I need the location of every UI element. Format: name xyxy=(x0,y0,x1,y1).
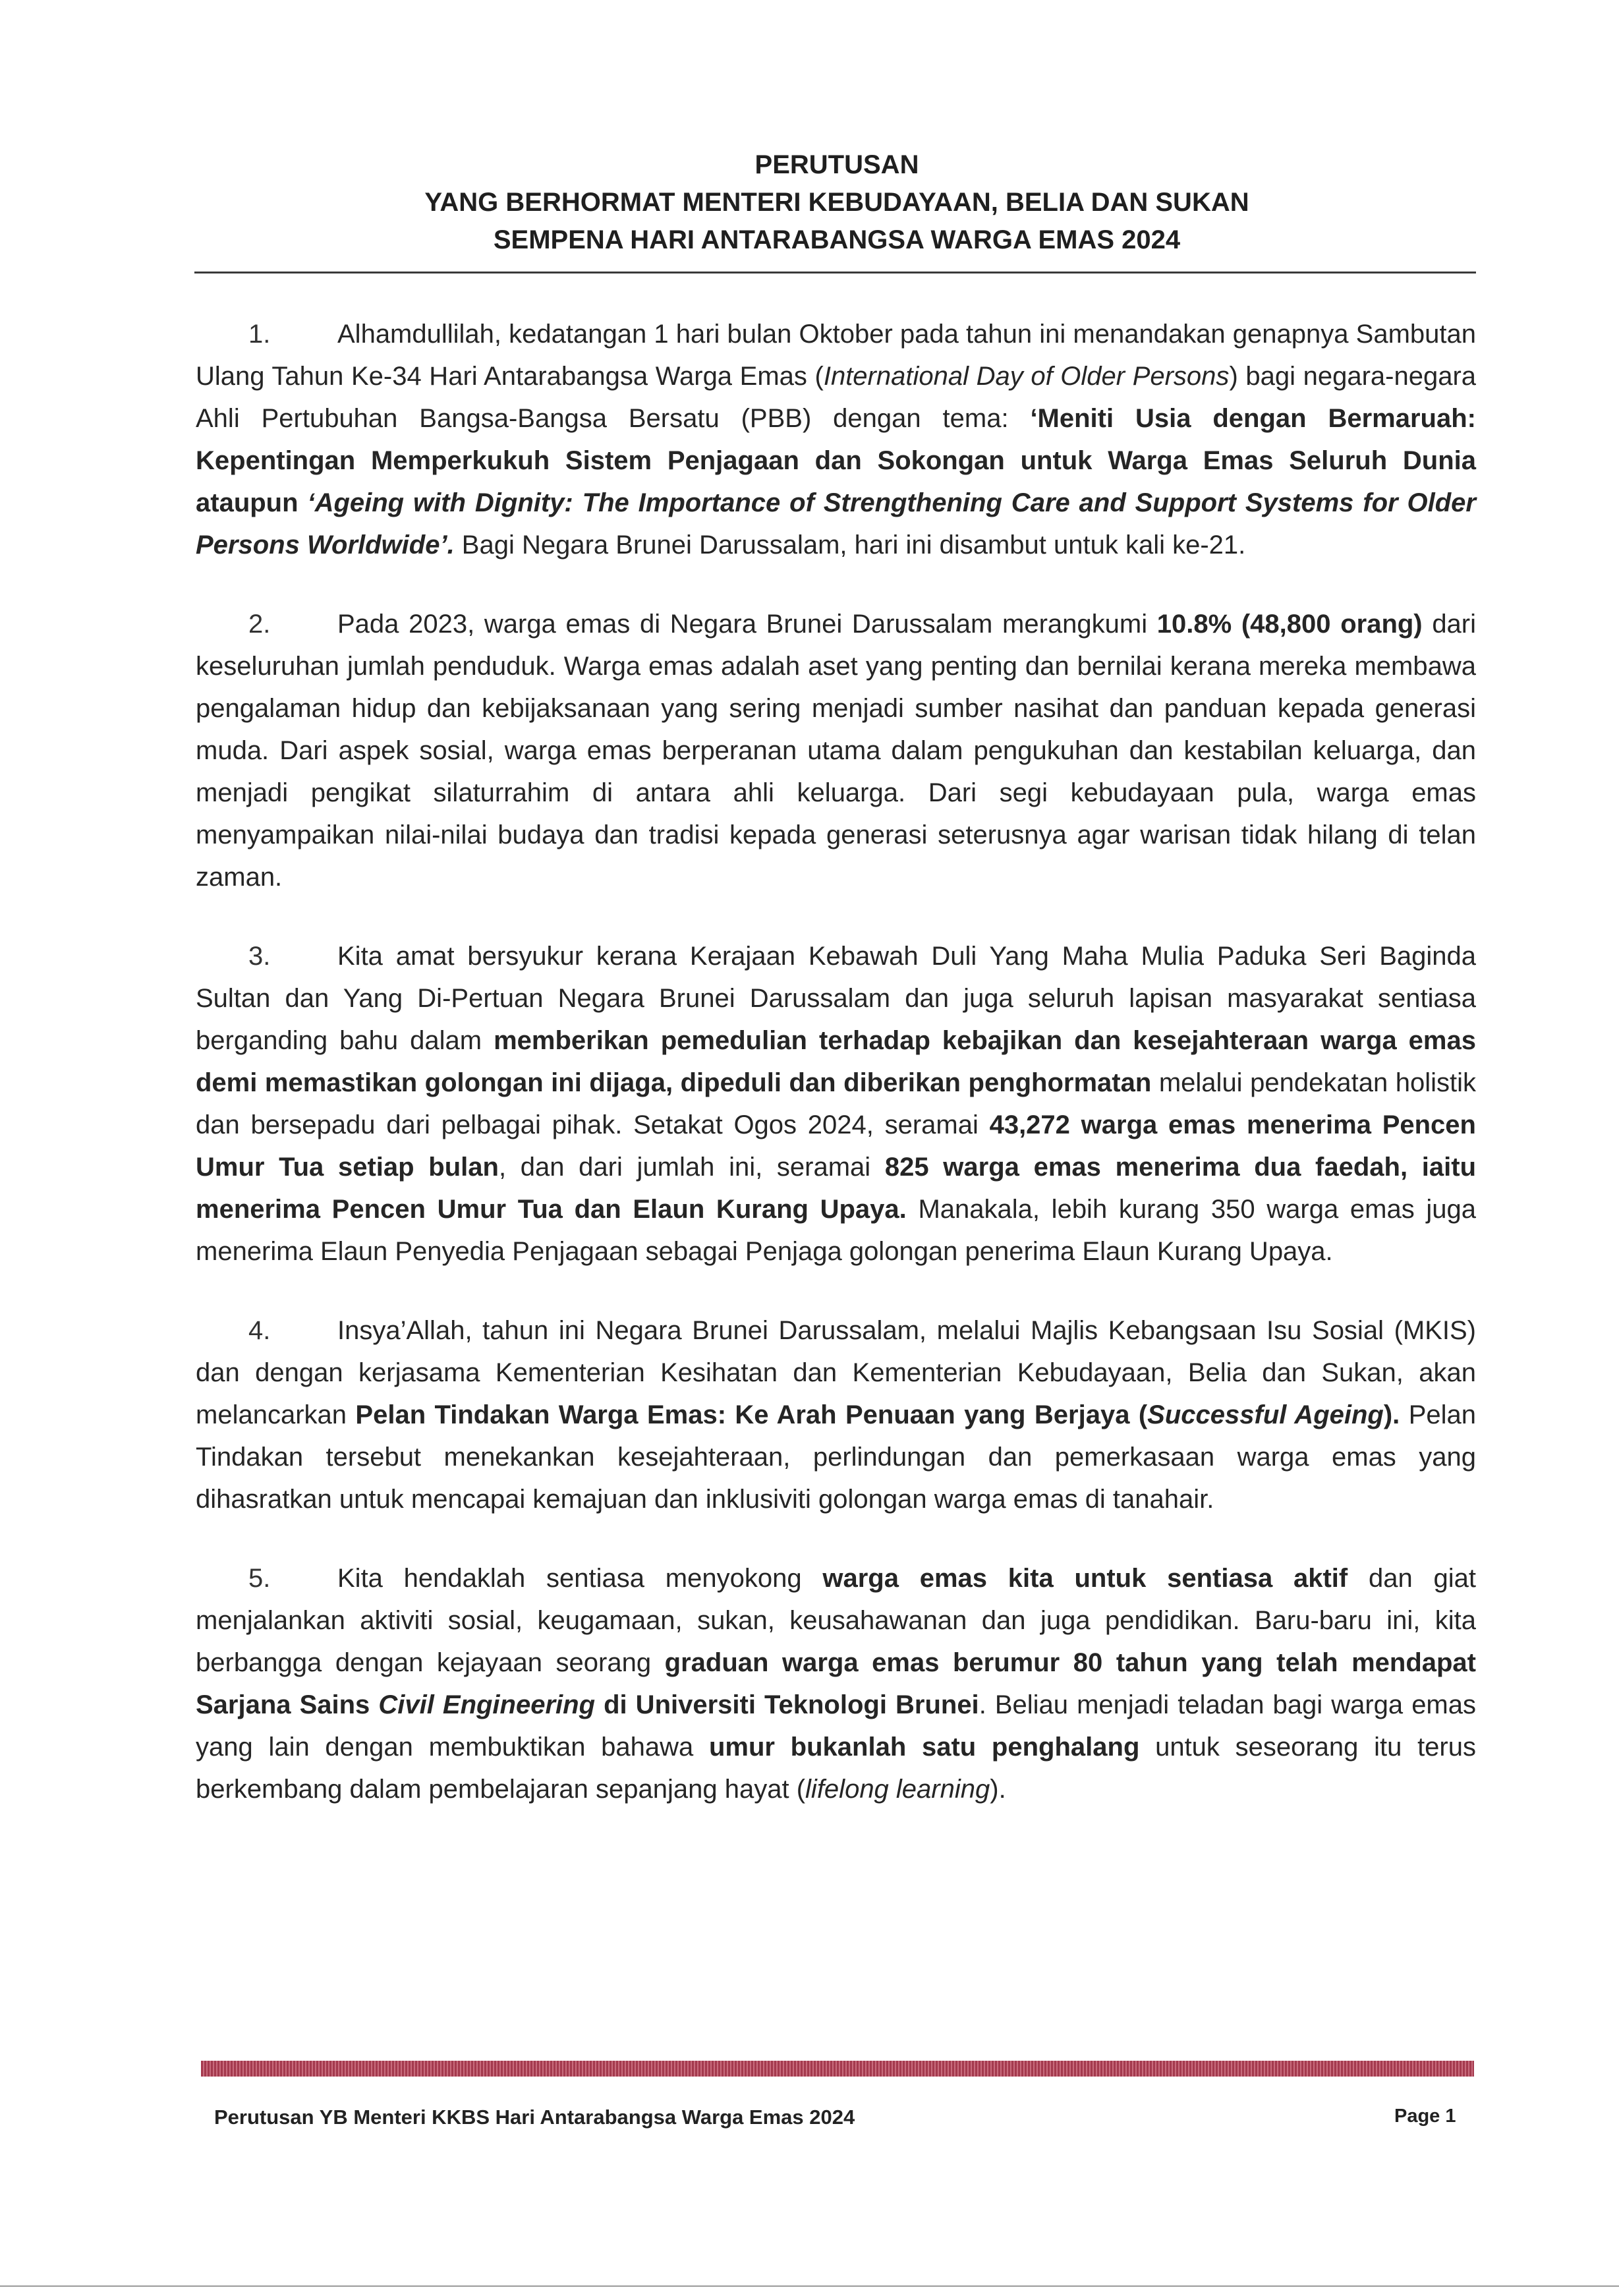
paragraph-text: Pada 2023, warga emas di Negara Brunei Darussalam merangkumi xyxy=(337,610,1157,639)
emphasis-text: graduan warga emas berumur 80 tahun yang telah mendapat Sarjana Sains xyxy=(196,1648,1476,1719)
paragraph-text: Bagi Negara Brunei Darussalam, hari ini disambut untuk kali ke-21. xyxy=(454,531,1246,560)
paragraph-text: melalui pendekatan holistik dan bersepadu dari pelbagai pihak. Setakat Ogos 2024, seramai xyxy=(196,1068,1477,1139)
paragraph-text: , dan dari jumlah ini, seramai xyxy=(498,1153,885,1182)
paragraph-2 xyxy=(196,603,1476,898)
paragraph-text: Insya’Allah, tahun ini Negara Brunei Darussalam, melalui Majlis Kebangsaan Isu Sosial (MKIS) dan dengan kerjasama Kementerian Kesihatan dan Kementerian Kebudayaan, Belia dan Sukan, akan melancarkan xyxy=(196,1316,1476,1429)
paragraph-number: 2. xyxy=(248,610,271,639)
document-body xyxy=(196,313,1476,1847)
paragraph-text: Kita hendaklah sentiasa menyokong xyxy=(337,1564,823,1593)
emphasis-text: warga emas kita untuk sentiasa aktif xyxy=(822,1564,1348,1593)
paragraph-3 xyxy=(196,935,1476,1273)
page-number: Page 1 xyxy=(1394,2106,1456,2127)
paragraph-number: 5. xyxy=(248,1564,271,1593)
emphasis-text: 825 warga emas menerima dua faedah, iaitu menerima Pencen Umur Tua dan Elaun Kurang Upaya. xyxy=(196,1153,1477,1224)
emphasis-text: ‘Meniti Usia dengan Bermaruah: Kepentingan Memperkukuh Sistem Penjagaan dan Sokongan untuk Warga Emas Seluruh Dunia ataupun xyxy=(196,404,1476,517)
scan-edge-line xyxy=(0,2285,1619,2287)
paragraph-text: Pelan Tindakan tersebut menekankan kesejahteraan, perlindungan dan pemerkasaan warga emas yang dihasratkan untuk mencapai kemajuan dan inklusiviti golongan warga emas di tanahair. xyxy=(196,1400,1477,1514)
paragraph-text: ) bagi negara-negara Ahli Pertubuhan Bangsa-Bangsa Bersatu (PBB) dengan tema: xyxy=(196,362,1477,433)
paragraph-text: Manakala, lebih kurang 350 warga emas juga menerima Elaun Penyedia Penjagaan sebagai Penjaga golongan penerima Elaun Kurang Upaya. xyxy=(196,1195,1476,1266)
header-divider xyxy=(194,272,1476,273)
emphasis-text: Successful Ageing xyxy=(1147,1400,1384,1429)
paragraph-text: Alhamdullilah, kedatangan 1 hari bulan Oktober pada tahun ini menandakan genapnya Sambutan Ulang Tahun Ke-34 Hari Antarabangsa Warga Emas ( xyxy=(196,320,1476,391)
paragraph-text: untuk seseorang itu terus berkembang dalam pembelajaran sepanjang hayat ( xyxy=(196,1733,1476,1804)
emphasis-text: memberikan pemedulian terhadap kebajikan dan kesejahteraan warga emas demi memastikan golongan ini dijaga, dipeduli dan diberikan penghormatan xyxy=(196,1026,1476,1097)
emphasis-text: 43,272 warga emas menerima Pencen Umur Tua setiap bulan xyxy=(196,1110,1476,1182)
emphasis-text: ‘Ageing with Dignity: The Importance of Strengthening Care and Support Systems for Older Persons Worldwide’. xyxy=(196,488,1476,560)
emphasis-text: di Universiti Teknologi Brunei xyxy=(595,1690,979,1719)
paragraph-4 xyxy=(196,1309,1476,1520)
paragraph-5 xyxy=(196,1557,1476,1810)
emphasis-text: lifelong learning xyxy=(805,1775,990,1804)
paragraph-text: dari keseluruhan jumlah penduduk. Warga emas adalah aset yang penting dan bernilai kerana mereka membawa pengalaman hidup dan kebijaksanaan yang sering menjadi sumber nasihat dan panduan kepada generasi muda. Dari aspek sosial, warga emas berperanan utama dalam pengukuhan dan kestabilan keluarga, dan menjadi pengikat silaturrahim di antara ahli keluarga. Dari segi kebudayaan pula, warga emas menyampaikan nilai-nilai budaya dan tradisi kepada generasi seterusnya agar warisan tidak hilang di telan zaman. xyxy=(196,610,1477,892)
emphasis-text: 10.8% (48,800 orang) xyxy=(1156,610,1423,639)
emphasis-text: umur bukanlah satu penghalang xyxy=(708,1733,1140,1762)
document-header xyxy=(198,146,1476,259)
header-subtitle-minister: YANG BERHORMAT MENTERI KEBUDAYAAN, BELIA DAN SUKAN xyxy=(424,188,1249,217)
paragraph-text: . Beliau menjadi teladan bagi warga emas yang lain dengan membuktikan bahawa xyxy=(196,1690,1477,1762)
header-subtitle-occasion: SEMPENA HARI ANTARABANGSA WARGA EMAS 2024 xyxy=(493,225,1181,254)
emphasis-text: Pelan Tindakan Warga Emas: Ke Arah Penuaan yang Berjaya ( xyxy=(355,1400,1148,1429)
paragraph-1 xyxy=(196,313,1476,566)
paragraph-number: 1. xyxy=(248,320,271,349)
emphasis-text: International Day of Older Persons xyxy=(823,362,1230,391)
header-title: PERUTUSAN xyxy=(754,150,919,179)
paragraph-text: ). xyxy=(990,1775,1006,1804)
footer-divider-bar xyxy=(201,2061,1474,2077)
footer-title: Perutusan YB Menteri KKBS Hari Antarabangsa Warga Emas 2024 xyxy=(214,2106,855,2129)
emphasis-text: Civil Engineering xyxy=(378,1690,596,1719)
paragraph-text: dan giat menjalankan aktiviti sosial, keugamaan, sukan, keusahawanan dan juga pendidikan. Baru-baru ini, kita berbangga dengan kejayaan seorang xyxy=(196,1564,1476,1677)
paragraph-number: 4. xyxy=(248,1316,271,1345)
paragraph-text: Kita amat bersyukur kerana Kerajaan Kebawah Duli Yang Maha Mulia Paduka Seri Baginda Sultan dan Yang Di-Pertuan Negara Brunei Darussalam dan juga seluruh lapisan masyarakat sentiasa berganding bahu dalam xyxy=(196,942,1476,1055)
paragraph-number: 3. xyxy=(248,942,271,971)
emphasis-text: ). xyxy=(1383,1400,1400,1429)
